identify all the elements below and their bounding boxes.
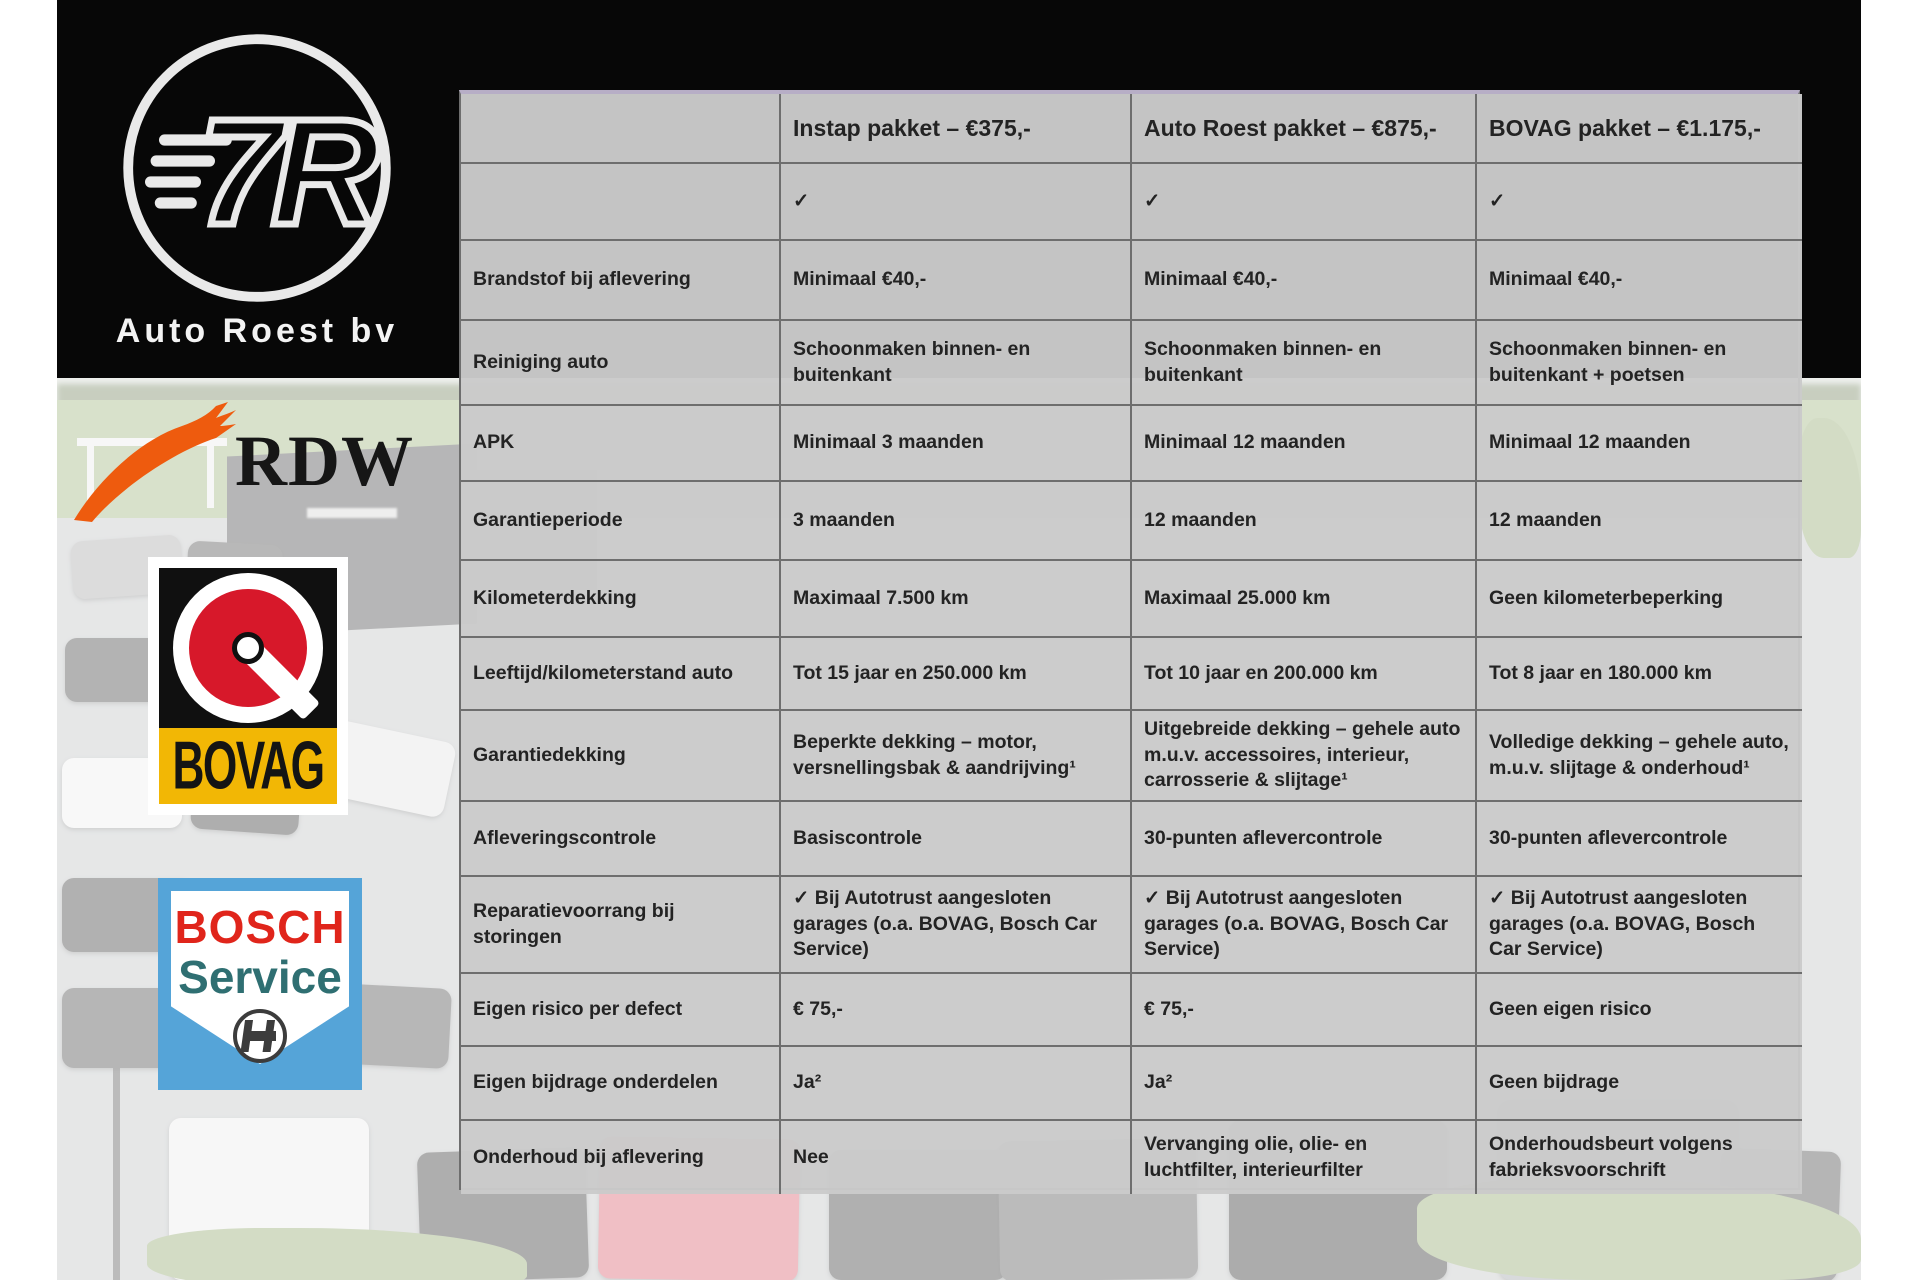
cell-value: Tot 10 jaar en 200.000 km [1132,638,1477,711]
cell-value: 12 maanden [1132,482,1477,561]
rdw-label: RDW [235,421,414,501]
bovag-band [159,728,337,804]
cell-value: Minimaal 12 maanden [1132,406,1477,482]
row-label: Eigen bijdrage onderdelen [461,1047,781,1121]
row-label: Garantiedekking [461,711,781,802]
cell-value: Tot 8 jaar en 180.000 km [1477,638,1802,711]
cell-value: Beperkte dekking – motor, versnellingsbak & aandrijving¹ [781,711,1132,802]
cell-value: Maximaal 25.000 km [1132,561,1477,638]
cell-value: Schoonmaken binnen- en buitenkant + poetsen [1477,321,1802,406]
lamp-post [113,1038,120,1280]
cell-value: Tot 15 jaar en 250.000 km [781,638,1132,711]
cell-value: ✓ [781,164,1132,241]
cell-value: Maximaal 7.500 km [781,561,1132,638]
cell-value: Minimaal €40,- [1477,241,1802,321]
cell-value: Onderhoudsbeurt volgens fabrieksvoorschrift [1477,1121,1802,1194]
cell-value: Basiscontrole [781,802,1132,877]
bovag-label: BOVAG [172,728,324,804]
cell-value: Schoonmaken binnen- en buitenkant [1132,321,1477,406]
cell-value: ✓ Bij Autotrust aangesloten garages (o.a. BOVAG, Bosch Car Service) [781,877,1132,974]
cell-value: Geen kilometerbeperking [1477,561,1802,638]
row-label: Garantieperiode [461,482,781,561]
cell-value: Minimaal 12 maanden [1477,406,1802,482]
cell-value: Schoonmaken binnen- en buitenkant [781,321,1132,406]
cell-value: Ja² [1132,1047,1477,1121]
cell-value: Minimaal 3 maanden [781,406,1132,482]
row-label: APK [461,406,781,482]
cell-value: 12 maanden [1477,482,1802,561]
row-label [461,164,781,241]
bosch-service-label: Service [178,951,342,1003]
row-label: Eigen risico per defect [461,974,781,1047]
company-name: Auto Roest bv [115,312,399,350]
cell-value: ✓ Bij Autotrust aangesloten garages (o.a. BOVAG, Bosch Car Service) [1132,877,1477,974]
cell-value: Minimaal €40,- [781,241,1132,321]
cell-value: Geen bijdrage [1477,1047,1802,1121]
bovag-emblem-icon [159,568,337,728]
cell-value: Volledige dekking – gehele auto, m.u.v. slijtage & onderhoud¹ [1477,711,1802,802]
row-label: Reparatievoorrang bij storingen [461,877,781,974]
column-header: BOVAG pakket – €1.175,- [1477,94,1802,164]
cell-value: Nee [781,1121,1132,1194]
cell-value: ✓ Bij Autotrust aangesloten garages (o.a. BOVAG, Bosch Car Service) [1477,877,1802,974]
svg-text:7R: 7R [198,88,370,257]
cell-value: € 75,- [1132,974,1477,1047]
package-comparison-table [459,90,1800,1190]
rdw-wing-icon [70,402,240,527]
cell-value: € 75,- [781,974,1132,1047]
cell-value: Uitgebreide dekking – gehele auto m.u.v. accessoires, interieur, carrosserie & slijtage¹ [1132,711,1477,802]
cell-value: 30-punten aflevercontrole [1477,802,1802,877]
cell-value: ✓ [1132,164,1477,241]
auto-roest-logo [117,28,397,308]
row-label: Kilometerdekking [461,561,781,638]
cell-value: Geen eigen risico [1477,974,1802,1047]
column-header: Instap pakket – €375,- [781,94,1132,164]
cell-value: 3 maanden [781,482,1132,561]
cell-value: ✓ [1477,164,1802,241]
cell-value: Ja² [781,1047,1132,1121]
row-label: Leeftijd/kilometerstand auto [461,638,781,711]
bosch-service-logo [158,878,362,1090]
auto-roest-brand-block [57,0,457,378]
cell-value: Vervanging olie, olie- en luchtfilter, interieurfilter [1132,1121,1477,1194]
column-header: Auto Roest pakket – €875,- [1132,94,1477,164]
row-label: Reiniging auto [461,321,781,406]
cell-value: 30-punten aflevercontrole [1132,802,1477,877]
bosch-label: BOSCH [174,901,346,953]
rdw-logo [70,402,414,527]
bovag-logo [148,557,348,815]
row-label: Onderhoud bij aflevering [461,1121,781,1194]
bovag-hub-icon [232,632,264,664]
cell-value: Minimaal €40,- [1132,241,1477,321]
bosch-armature-icon [230,1006,290,1066]
column-header [461,94,781,164]
row-label: Brandstof bij aflevering [461,241,781,321]
row-label: Afleveringscontrole [461,802,781,877]
